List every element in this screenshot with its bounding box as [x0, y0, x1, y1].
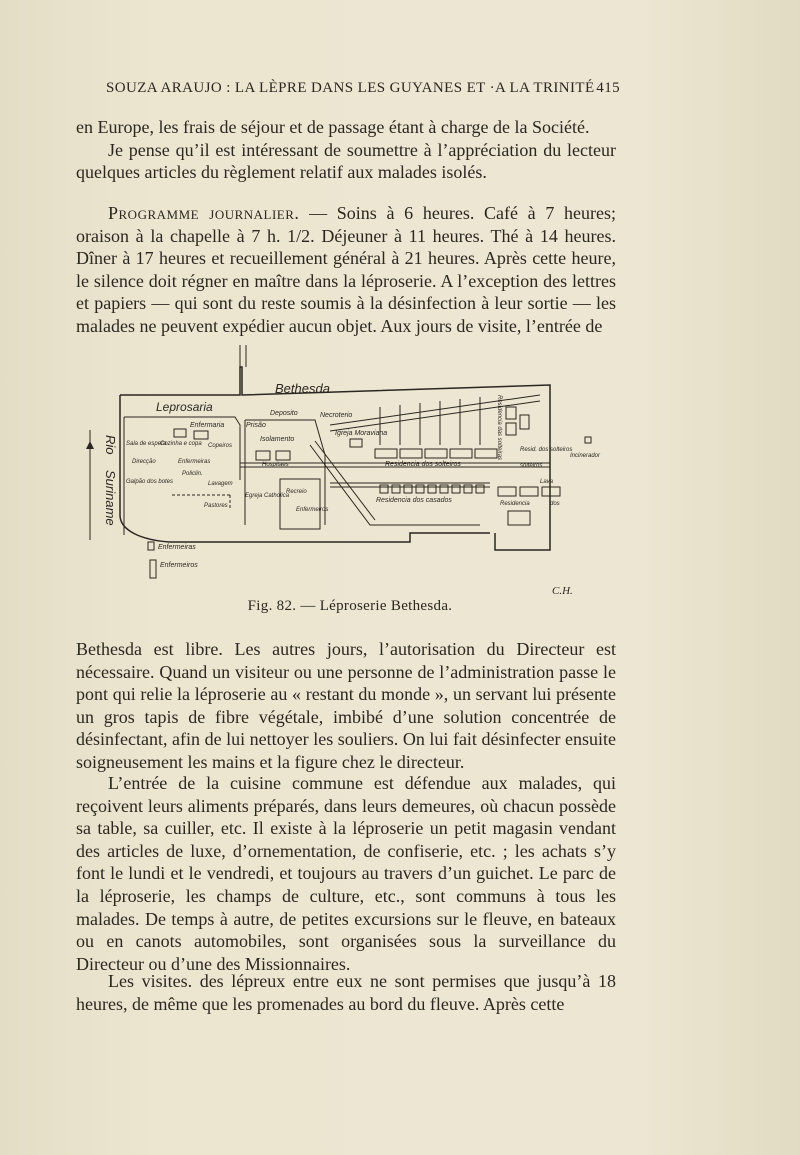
- running-header: [106, 80, 620, 97]
- building-solteiras-2: [506, 423, 516, 435]
- map-label-enfermeiras-top: Enfermeiras: [178, 459, 211, 465]
- paragraph-programme: [76, 202, 616, 338]
- residence-box: [400, 449, 422, 458]
- map-label-hospitaes: Hospitaes: [262, 462, 289, 468]
- paragraph-access: [76, 638, 616, 774]
- paragraph-1: en Europe, les frais de séjour et de passage étant à charge de la Société.: [76, 117, 590, 137]
- map-label-residencia-bottom-right: Residencia: [500, 501, 530, 507]
- residence-box: [475, 449, 497, 458]
- residence-box: [440, 485, 448, 493]
- residence-box: [404, 485, 412, 493]
- paragraph-4: L’entrée de la cuisine commune est défendue aux malades, qui reçoivent leurs aliments préparés, dans leurs demeures, où chacun possède sa table, sa cuiller, etc. Il existe à la léproserie un petit magasin vendant des articles de luxe, d’ornementation, de confiserie, etc. ; les achats s’y font le lundi et le vendredi, et toujours au travers d’un guichet. Le parc de la léproserie, les champs de culture, etc., sont communs à tous les malades. De temps à autre, de petites excursions sur le fleuve, en bateaux ou en canots automobiles, sont organisées sous la surveillance du Directeur ou d’une des Missionnaires.: [76, 773, 616, 974]
- residence-box: [380, 485, 388, 493]
- residence-row-solteiros: [375, 449, 497, 458]
- building-enfermaria-2: [194, 431, 208, 439]
- building-enfermaria: [174, 429, 186, 437]
- river-arrow-head: [86, 441, 94, 449]
- map-label-galpao: Galpão dos botes: [126, 479, 174, 485]
- map-label-sala-espera: Sala de espera: [126, 441, 167, 447]
- map-label-enfermaria: Enfermaria: [190, 422, 225, 429]
- building-church: [350, 439, 362, 447]
- building-incinerador: [585, 437, 591, 443]
- housing-blocks-top: [380, 397, 480, 445]
- residence-box: [375, 449, 397, 458]
- leproserie-map-figure: [80, 345, 620, 595]
- residence-box: [428, 485, 436, 493]
- programme-text: — Soins à 6 heures. Café à 7 heures; oraison à la chapelle à 7 h. 1/2. Déjeuner à 11 heures. Thé à 14 heures. Dîner à 17 heures et recueillement général à 21 heures. Après cette heure, le silence doit régner en maître dans la léproserie. A l’exception des lettres et papiers — qui sont du reste soumis à la désinfection à leur sortie — les malades ne peuvent expédier aucun objet. Aux jours de visite, l’entrée de: [76, 203, 616, 336]
- path-diagonal: [330, 395, 540, 431]
- residence-box: [464, 485, 472, 493]
- map-label-pastores: Pastores: [204, 503, 228, 509]
- building-right: [520, 415, 529, 429]
- map-label-residencia-casados: Residencia dos casados: [376, 497, 452, 504]
- residence-box: [450, 449, 472, 458]
- map-label-bethesda: Bethesda: [275, 381, 330, 396]
- residence-box: [476, 485, 484, 493]
- building-solteiras-1: [506, 407, 516, 419]
- building-recreio: [280, 479, 320, 529]
- map-label-rio: Rio: [103, 435, 118, 455]
- residence-box: [416, 485, 424, 493]
- map-label-deposito: Deposito: [270, 410, 298, 417]
- paragraph-2: [76, 202, 616, 338]
- paragraph-5: Les visites. des lépreux entre eux ne sont permises que jusqu’à 18 heures, de même que les promenades au bord du fleuve. Après cette: [76, 971, 616, 1014]
- building-r1: [498, 487, 516, 496]
- paragraph-intro: [76, 116, 616, 184]
- figure-caption: Fig. 82. — Léproserie Bethesda.: [247, 598, 453, 614]
- map-label-dos: dos: [550, 501, 560, 507]
- legend-box-enfermeiros: [150, 560, 156, 578]
- residence-box: [392, 485, 400, 493]
- legend-box-enfermeiras: [148, 542, 154, 550]
- map-label-lavagem: Lavagem: [208, 481, 233, 487]
- map-label-cozinha: Cozinha e copa: [160, 441, 202, 447]
- map-label-enfermeiras-bottom: Enfermeiras: [158, 544, 196, 551]
- map-label-leprosaria: Leprosaria: [156, 400, 213, 414]
- paragraph-3: Bethesda est libre. Les autres jours, l’autorisation du Directeur est nécessaire. Quand un visiteur ou une personne de l’administration passe le pont qui relie la léproserie au « restant du monde », un servant lui présente un gros tapis de fibre végétale, imbibé d’une solution concentrée de désinfectant, afin de lui nettoyer les souliers. On lui fait désinfecter ensuite soigneusement les mains et la figure chez le directeur.: [76, 639, 616, 772]
- paragraph-kitchen: [76, 772, 616, 975]
- building-r3: [542, 487, 560, 496]
- map-label-igreja: Igreja Moraviana: [335, 430, 388, 437]
- figure-signature: C.H.: [552, 585, 573, 597]
- map-label-suriname: Suriname: [103, 470, 118, 526]
- map-label-isolamento: Isolamento: [260, 436, 295, 443]
- building-hospital-1: [256, 451, 270, 460]
- map-label-enfermeiros-bottom: Enfermeiros: [160, 562, 198, 569]
- residence-row-casados: [380, 485, 484, 493]
- map-label-lava: Lava: [540, 479, 554, 485]
- map-label-prisao: Prisão: [246, 422, 266, 429]
- building-r2: [520, 487, 538, 496]
- paragraph-visits: [76, 970, 616, 1015]
- access-bridge: [240, 345, 246, 367]
- building-hospital-2: [276, 451, 290, 460]
- page-number: 415: [596, 80, 620, 96]
- map-label-igreja-catholica: Egreja Catholica: [245, 493, 290, 499]
- map-label-direcao: Direcção: [132, 459, 156, 465]
- map-label-enfermeiros: Enfermeiros: [296, 507, 329, 513]
- building-solteiros-small: [508, 511, 530, 525]
- map-label-necroterio: Necroterio: [320, 412, 353, 419]
- map-label-recreio: Recreio: [286, 489, 307, 495]
- map-label-resid-solteiras: Residencia das solteiras: [496, 395, 502, 461]
- map-label-residencia-solteiros: Residencia dos solteiros: [385, 461, 461, 468]
- map-label-policlin: Policlin.: [182, 471, 203, 477]
- leproserie-map: [80, 345, 620, 595]
- map-label-incinerador: Incinerador: [570, 453, 601, 459]
- map-label-residencia-right: Resid. dos solteiros: [520, 447, 573, 453]
- map-label-copeiros: Copeiros: [208, 443, 233, 449]
- paragraph-1b: Je pense qu’il est intéressant de soumettre à l’appréciation du lecteur quelques articles du règlement relatif aux malades isolés.: [76, 139, 616, 183]
- residence-box: [425, 449, 447, 458]
- running-title: SOUZA ARAUJO : LA LÈPRE DANS LES GUYANES ET ·A LA TRINITÉ: [106, 80, 595, 96]
- residence-box: [452, 485, 460, 493]
- map-label-solteiros-box: solteiros: [520, 463, 543, 469]
- programme-heading: Programme journalier.: [108, 203, 300, 223]
